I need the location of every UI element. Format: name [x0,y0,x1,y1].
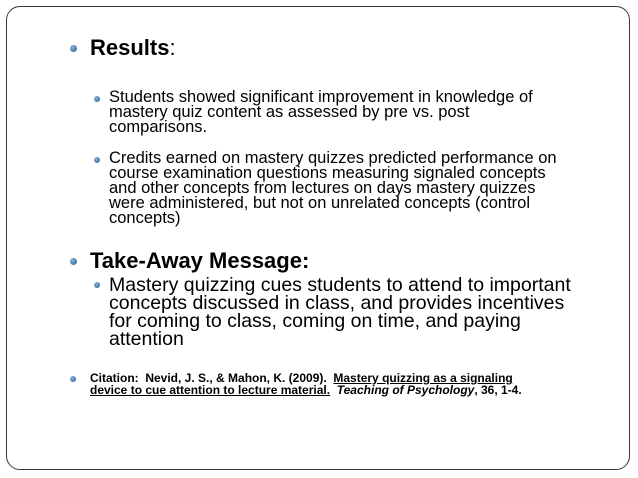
bullet-icon [70,258,77,265]
takeaway-line-2: concepts discussed in class, and provides incentives [109,292,565,314]
citation-article-title-part-1: Mastery quizzing as a signaling [333,371,513,385]
citation-line-2 [90,384,522,396]
bullet-icon [94,96,100,102]
results-heading-text: Results [90,35,170,60]
citation-volume-pages: , 36, 1-4. [474,383,522,397]
takeaway-heading: Take-Away Message: [90,248,310,273]
takeaway-line-3: for coming to class, coming on time, and paying [109,310,521,332]
bullet-icon [70,45,77,52]
takeaway-line-4: attention [109,328,184,350]
results-heading-colon: : [169,35,176,60]
takeaway-line-1: Mastery quizzing cues students to attend to important [109,274,571,296]
bullet-icon [94,282,100,288]
bullet-icon [70,376,76,382]
citation-prefix: Citation: Nevid, J. S., & Mahon, K. (2009). [90,371,334,385]
results-item-2-line-3: and other concepts from lectures on days mastery quizzes [109,179,536,197]
results-item-2-line-4: were administered, but not on unrelated concepts (control [109,194,530,212]
results-heading [90,35,176,61]
bullet-icon [94,157,100,163]
results-item-2-line-1: Credits earned on mastery quizzes predicted performance on [109,149,557,167]
results-item-1-line-1: Students showed significant improvement in knowledge of [109,88,533,106]
citation-journal: Teaching of Psychology [336,383,475,397]
results-item-2-line-2: course examination questions measuring signaled concepts [109,164,546,182]
slide-frame [6,6,630,470]
results-item-1-line-3: comparisons. [109,118,208,136]
citation-spacer [330,383,337,397]
results-item-2-line-5: concepts) [109,209,181,227]
results-item-1-line-2: mastery quiz content as assessed by pre vs. post [109,103,470,121]
citation-article-title-part-2: device to cue attention to lecture material. [90,383,331,397]
